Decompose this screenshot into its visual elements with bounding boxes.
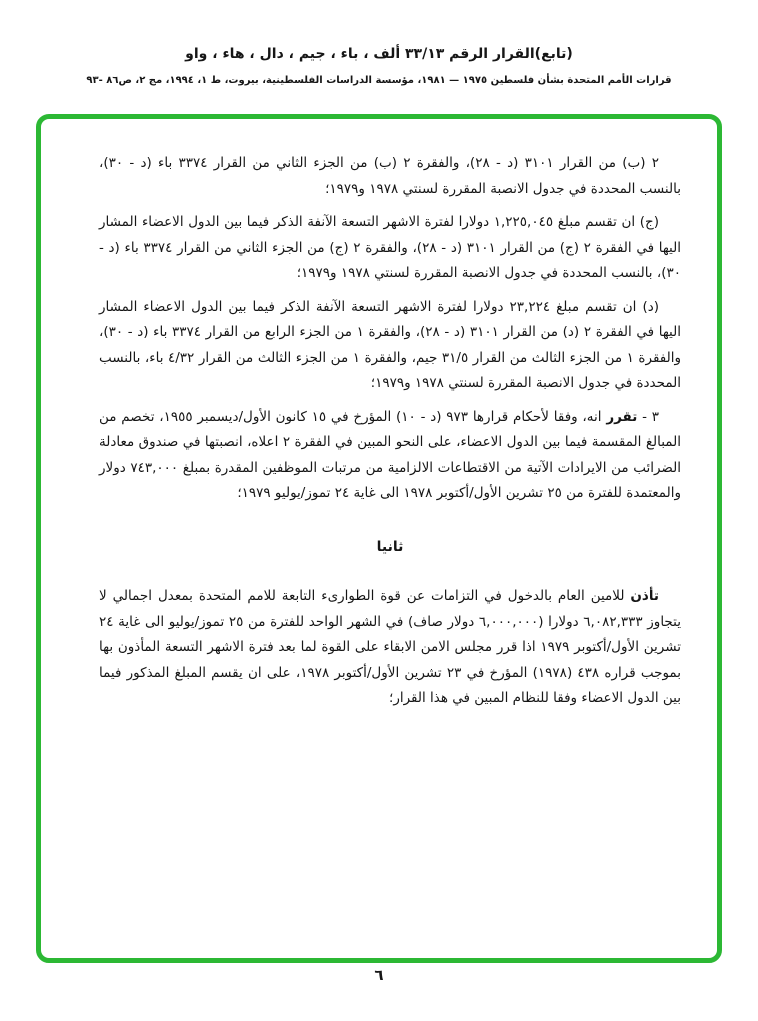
source-citation: قرارات الأمم المتحدة بشأن فلسطين ١٩٧٥ — ١٩٨١، مؤسسة الدراسات الفلسطينية، بيروت، ط ١، ١٩٩٤، مج ٢، ص٨٦ -٩٣ [86, 75, 672, 86]
decides-text: انه، وفقا لأحكام قرارها ٩٧٣ (د - ١٠) المؤرخ في ١٥ كانون الأول/ديسمبر ١٩٥٥، تخصم من المبالغ المقسمة فيما بين الدول الاعضاء، على النحو المبين في الفقرة ٢ اعلاه، انصبتها في صندوق معادلة الضرائب من الايرادات الآتية من الاقتطاعات الالزامية من مرتبات الموظفين المقدرة بمبلغ ٧٤٣,٠٠٠ دولار والمعتمدة للفترة من ٢٥ تشرين الأول/أكتوبر ١٩٧٨ الى غاية ٢٤ تموز/يوليو ١٩٧٩؛ [99, 408, 681, 501]
paragraph-dal: (د) ان تقسم مبلغ ٢٣,٢٢٤ دولارا لفترة الاشهر التسعة الآنفة الذكر فيما بين الدول الاعضاء المشار اليها في الفقرة ٢ (د) من القرار ٣١٠١ (د - ٢٨)، والفقرة ١ من الجزء الرابع من القرار ٣٣٧٤ باء (د - ٣٠)، والفقرة ١ من الجزء الثالث من القرار ٣١/٥ جيم، والفقرة ١ من الجزء الثالث من القرار ٤/٣٢ باء، بالنسب المحددة في جدول الانصبة المقررة لسنتي ١٩٧٨ و١٩٧٩؛ [99, 298, 681, 391]
paragraph-decides [99, 405, 681, 507]
paragraph-number: ٣ - [637, 408, 659, 425]
body-text [41, 119, 717, 712]
document-header [0, 0, 758, 86]
authorize-text: للامين العام بالدخول في التزامات عن قوة الطوارىء التابعة للامم المتحدة بمعدل اجمالي لا يتجاوز ٦,٠٨٢,٣٣٣ دولارا (٦,٠٠٠,٠٠٠ دولار صاف) في الشهر الواحد للفترة من ٢٥ تموز/يوليو الى غاية ٢٤ تشرين الأول/أكتوبر ١٩٧٩ اذا قرر مجلس الامن الابقاء على القوة لما بعد فترة الاشهر التسعة المأذون بها بموجب قراره ٤٣٨ (١٩٧٨) المؤرخ في ٢٣ تشرين الأول/أكتوبر ١٩٧٨، على ان يقسم المبلغ المذكور فيما بين الدول الاعضاء وفقا للنظام المبين في هذا القرار؛ [99, 588, 682, 706]
section-two-heading: ثانيا [376, 538, 404, 555]
resolution-title: (تابع)القرار الرقم ٣٣/١٣ ألف ، باء ، جيم ، دال ، هاء ، واو [185, 46, 573, 62]
paragraph-authorize [99, 584, 681, 712]
content-border-box [36, 114, 722, 963]
decides-keyword: تقرر [606, 408, 638, 425]
authorize-keyword: تأذن [630, 588, 659, 604]
page-number: ٦ [374, 966, 384, 984]
paragraph-jeem: (ج) ان تقسم مبلغ ١,٢٢٥,٠٤٥ دولارا لفترة الاشهر التسعة الآنفة الذكر فيما بين الدول الاعضاء المشار اليها في الفقرة ٢ (ج) من القرار ٣١٠١ (د - ٢٨)، والفقرة ٢ (ج) من الجزء الثاني من القرار ٣٣٧٤ باء (د - ٣٠)، بالنسب المحددة في جدول الانصبة المقررة لسنتي ١٩٧٨ و١٩٧٩؛ [99, 214, 681, 281]
paragraph-continuation: ٢ (ب) من القرار ٣١٠١ (د - ٢٨)، والفقرة ٢ (ب) من الجزء الثاني من القرار ٣٣٧٤ باء (د - ٣٠)، بالنسب المحددة في جدول الانصبة المقررة لسنتي ١٩٧٨ و١٩٧٩؛ [99, 155, 681, 197]
